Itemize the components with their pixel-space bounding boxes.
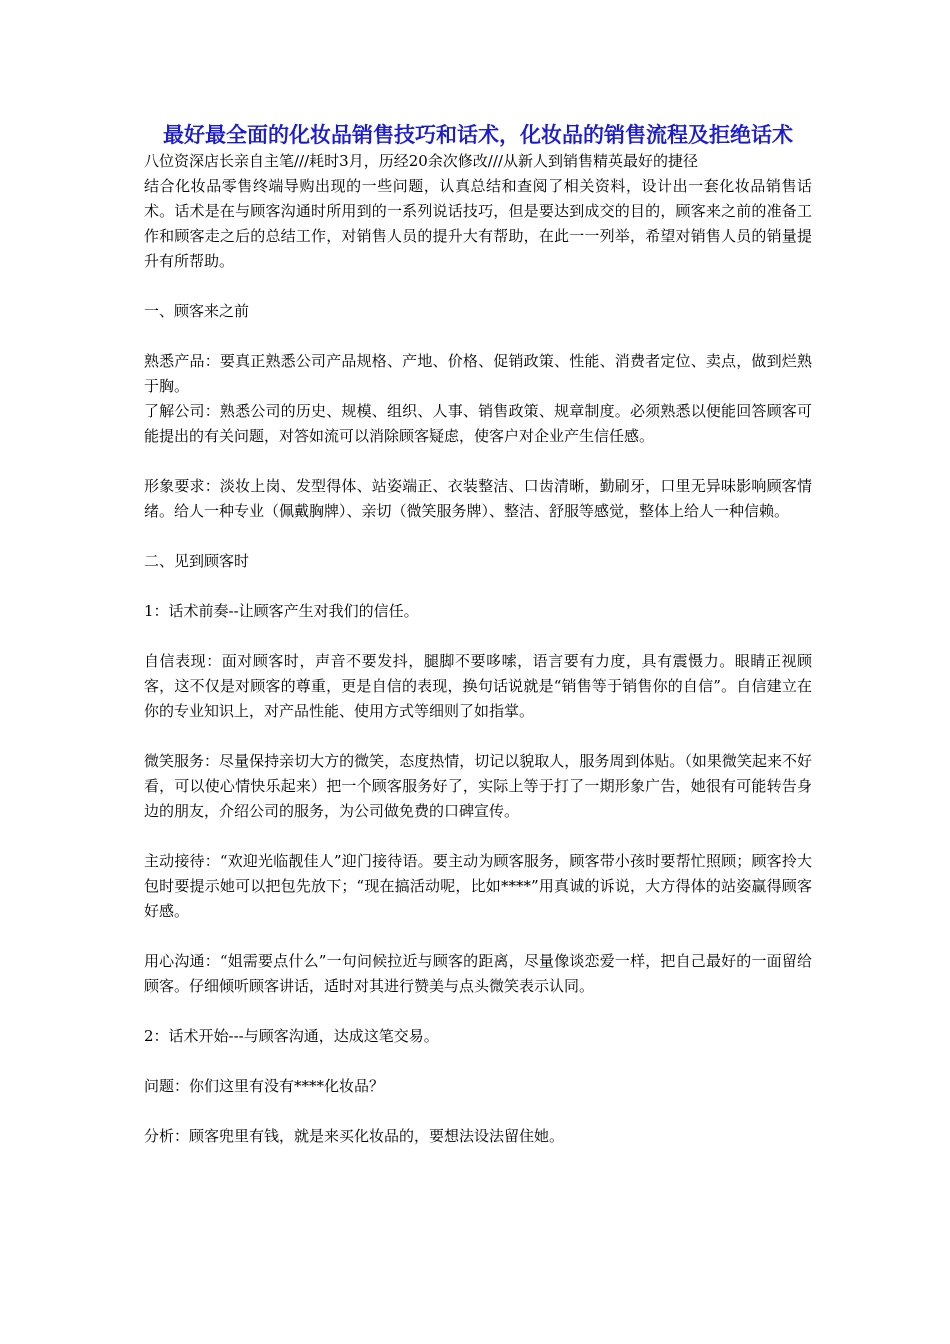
intro-tagline: 八位资深店长亲自主笔///耗时3月，历经20余次修改///从新人到销售精英最好的捷径 xyxy=(144,152,698,170)
section-heading-meeting-customer: 二、见到顾客时 xyxy=(144,552,250,570)
paragraph-analysis: 分析：顾客兜里有钱，就是来买化妆品的，要想法设法留住她。 xyxy=(144,1127,565,1145)
paragraph-know-product: 熟悉产品：要真正熟悉公司产品规格、产地、价格、促销政策、性能、消费者定位、卖点，做到烂熟于胸。 xyxy=(144,352,812,395)
intro-paragraph: 结合化妆品零售终端导购出现的一些问题，认真总结和查阅了相关资料，设计出一套化妆品销售话术。话术是在与顾客沟通时所用到的一系列说话技巧，但是要达到成交的目的，顾客来之前的准备工作和顾客走之后的总结工作，对销售人员的提升大有帮助，在此一一列举，希望对销售人员的销量提升有所帮助。 xyxy=(144,177,812,270)
paragraph-smile-service: 微笑服务：尽量保持亲切大方的微笑，态度热情，切记以貌取人，服务周到体贴。（如果微笑起来不好看，可以使心情快乐起来）把一个顾客服务好了，实际上等于打了一期形象广告，她很有可能转告身边的朋友，介绍公司的服务，为公司做免费的口碑宣传。 xyxy=(144,752,812,820)
paragraph-spacer xyxy=(144,624,812,649)
paragraph-spacer xyxy=(144,449,812,474)
paragraph-spacer xyxy=(144,524,812,549)
paragraph-spacer xyxy=(144,724,812,749)
subheading-prelude: 1：话术前奏--让顾客产生对我们的信任。 xyxy=(144,602,419,620)
paragraph-communication: 用心沟通：“姐需要点什么”一句问候拉近与顾客的距离，尽量像谈恋爱一样，把自己最好的一面留给顾客。仔细倾听顾客讲话，适时对其进行赞美与点头微笑表示认同。 xyxy=(144,952,812,995)
paragraph-spacer xyxy=(144,1099,812,1124)
paragraph-active-reception: 主动接待：“欢迎光临靓佳人”迎门接待语。要主动为顾客服务，顾客带小孩时要帮忙照顾；顾客拎大包时要提示她可以把包先放下；“现在搞活动呢，比如****”用真诚的诉说，大方得体的站姿赢得顾客好感。 xyxy=(144,852,812,920)
document-title: 最好最全面的化妆品销售技巧和话术，化妆品的销售流程及拒绝话术 xyxy=(163,122,793,147)
paragraph-spacer xyxy=(144,824,812,849)
paragraph-know-company: 了解公司：熟悉公司的历史、规模、组织、人事、销售政策、规章制度。必须熟悉以便能回答顾客可能提出的有关问题，对答如流可以消除顾客疑虑，使客户对企业产生信任感。 xyxy=(144,402,812,445)
paragraph-question: 问题：你们这里有没有****化妆品？ xyxy=(144,1077,385,1095)
paragraph-image-requirements: 形象要求：淡妆上岗、发型得体、站姿端正、衣装整洁、口齿清晰，勤刷牙，口里无异味影响顾客情绪。给人一种专业（佩戴胸牌）、亲切（微笑服务牌）、整洁、舒服等感觉，整体上给人一种信赖。 xyxy=(144,477,812,520)
subheading-start: 2：话术开始---与顾客沟通，达成这笔交易。 xyxy=(144,1027,439,1045)
paragraph-spacer xyxy=(144,1049,812,1074)
paragraph-spacer xyxy=(144,924,812,949)
document-page xyxy=(144,122,812,1149)
paragraph-spacer xyxy=(144,999,812,1024)
paragraph-spacer xyxy=(144,574,812,599)
paragraph-spacer xyxy=(144,324,812,349)
paragraph-spacer xyxy=(144,274,812,299)
paragraph-confidence: 自信表现：面对顾客时，声音不要发抖，腿脚不要哆嗦，语言要有力度，具有震慑力。眼睛正视顾客，这不仅是对顾客的尊重，更是自信的表现，换句话说就是“销售等于销售你的自信”。自信建立在你的专业知识上，对产品性能、使用方式等细则了如指掌。 xyxy=(144,652,812,720)
section-heading-before-customer: 一、顾客来之前 xyxy=(144,302,250,320)
